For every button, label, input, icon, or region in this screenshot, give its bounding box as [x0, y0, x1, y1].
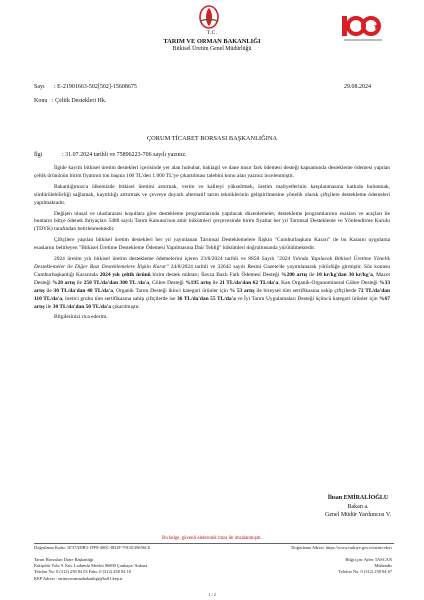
konu-value: : Çeltik Destekleri Hk.: [52, 98, 107, 104]
reference-value: : 31.07.2024 tarihli ve 75896223-706 sayılı yazınız.: [62, 152, 187, 158]
sayi-value: : E-21901663-502[502]-15608675: [54, 84, 137, 90]
header-directorate: Bitkisel Üretim Genel Müdürlüğü: [172, 46, 252, 52]
document-subject: [34, 98, 106, 104]
ministry-logo-icon: [195, 4, 223, 30]
footer-address: Tarım Havzaları Daire Başkanlığı Eskişehir Yolu 9. Km. Lodumlu Mevkii 06800 Çankaya/ Ankara Telefon No: 0 (312) 258 84 03 Faks: 0 (312) 258 84 18 KEP Adresi : tarimveormanbakanligi@hs01.kep.tr: [34, 557, 254, 582]
signature-block: [308, 494, 408, 520]
reference: [34, 152, 186, 158]
paragraph-1: İlgide kayıtlı bitkisel üretim destekleri içerisinde yer alan hububat, baklagil ve dane mısır fark ödemesi desteği kapsamında destekleme ödemesi yapılan çeltik ürününün birim fiyatının ton başına 100 TL'den 1.000 TL'ye çıkartılması talebini konu alan yazınız incelenmiştir.: [34, 165, 390, 179]
verification-code: Doğrulama Kodu: 1E37ADB3-1FF8-400C-8D2F-79C0138656C0: [34, 545, 151, 550]
recipient: ÇORUM TİCARET BORSASI BAŞKANLIĞINA: [146, 135, 278, 142]
konu-label: Konu: [34, 98, 48, 104]
closing-line: Bilgilerinizi rica ederim.: [54, 314, 108, 321]
footer-divider: [34, 543, 394, 544]
header-ministry: TARIM VE ORMAN BAKANLIĞI: [163, 38, 261, 45]
letter-body: [34, 165, 390, 325]
esign-warning: Bu belge, güvenli elektronik imza ile imzalanmıştır.: [162, 536, 262, 541]
document-date: 29.08.2024: [344, 84, 371, 90]
footer-contact: Bilgi için: Ayfer TASCAN Mühendis Telefon No: 0 (312) 258 84 67: [338, 557, 392, 575]
sayi-label: Sayı: [34, 84, 45, 90]
signer-role-1: Bakan a.: [347, 503, 369, 510]
verification-link[interactable]: Doğrulama Adresi: https://www.turkiye.gov.tr/tarim-ebys: [291, 545, 392, 550]
reference-label: İlgi: [34, 152, 43, 158]
paragraph-3: Değişen ulusal ve uluslararası koşullara göre destekleme programlarında yapılacak düzenlemeler, destekleme programlarının esasları ve araçları ile bunların bütçe ödenek ihtiyaçları 5488 sayılı Tarım Kanunu'nun amir hükümleri çerçevesinde birim fiyatlar her yıl Tarımsal Destekleme ve Yönlendirme Kurulu (TDYK) tarafından belirlenmektedir.: [34, 210, 390, 233]
page-number: 1 / 2: [207, 592, 216, 597]
centenary-logo-icon: [340, 12, 386, 48]
paragraph-2: Bakanlığımızca ülkemizde bitkisel üretimi artırmak, verim ve kaliteyi yükseltmek, üretim maliyetlerinin karşılanmasına katkıda bulunmak, sürdürülebilirliği sağlamak, kayıtlılığı arttırmak ve çevreye duyarlı alternatif tarım tekniklerinin geliştirilmesine yönelik olarak çiftçilere destekleme ödemeleri yapılmaktadır.: [34, 183, 390, 206]
document-number: [34, 84, 137, 90]
paragraph-5: 2024 üretim yılı bitkisel üretim destekleme ödemelerini içeren 23/8/2024 tarihli ve 8858 Sayılı "2024 Yılında Yapılacak Bitkisel Üretime Yönelik Desteklemeler ile Diğer Bazı Desteklemelere İlişkin Karar" 24/8/2024 tarihli ve 32642 sayılı Resmi Gazete'de yayımlanarak yürürlüğe girmiştir. Söz konusu Cumhurbaşkanlığı Kararında 2024 yılı çeltik ürünü birim destek miktarı; İlavza Bazlı Fark Ödemesi Desteği %200 artış ile 10 kr/kg'dan 30 kr/kg'a, Mazot Desteği %20 artış ile 250 TL/da'dan 300 TL /da'a, Gübre Desteği %195 artış ile 21 TL/da'dan 62 TL/da'a, Katı Organik-Organomineral Gübre Desteği %33 artış ile 30 TL/da'dan 40 TL/da'a, Organik Tarım Desteği ikinci kategori ürünler için % 53 artış ile bireysel tüm sertifikasına sahip çiftçilerde 72 TL/da'dan 110 TL/da'a, üretici grubu tüm sertifikasına sahip çiftçilerde ise 36 TL/da'dan 55 TL/da'a ve İyi Tarım Uygulamaları Desteği üçüncü kategori ürünler için %67 artış ile 30 TL/da'dan 50 TL/da'a çıkarılmıştır.: [34, 256, 391, 310]
signer-role-2: Genel Müdür Yardımcısı V.: [325, 512, 391, 518]
kep-address-link[interactable]: KEP Adresi : tarimveormanbakanligi@hs01.kep.tr: [34, 575, 123, 581]
paragraph-4: Çiftçilere yapılan bitkisel üretim destekleri her yıl yayınlanan Tarımsal Desteklemelere İlişkin "Cumhurbaşkanı Kararı" ile bu Kararın uygulama esaslarını belirleyen "Bitkisel Üretime Destekleme Ödemesi Yapılmasına Dair Tebliğ" hükümleri doğrultusunda yürütülmektedir.: [34, 237, 390, 252]
header-tc: T.C.: [206, 30, 218, 36]
signer-name: İhsan EMİRALİOĞLU: [327, 495, 389, 501]
